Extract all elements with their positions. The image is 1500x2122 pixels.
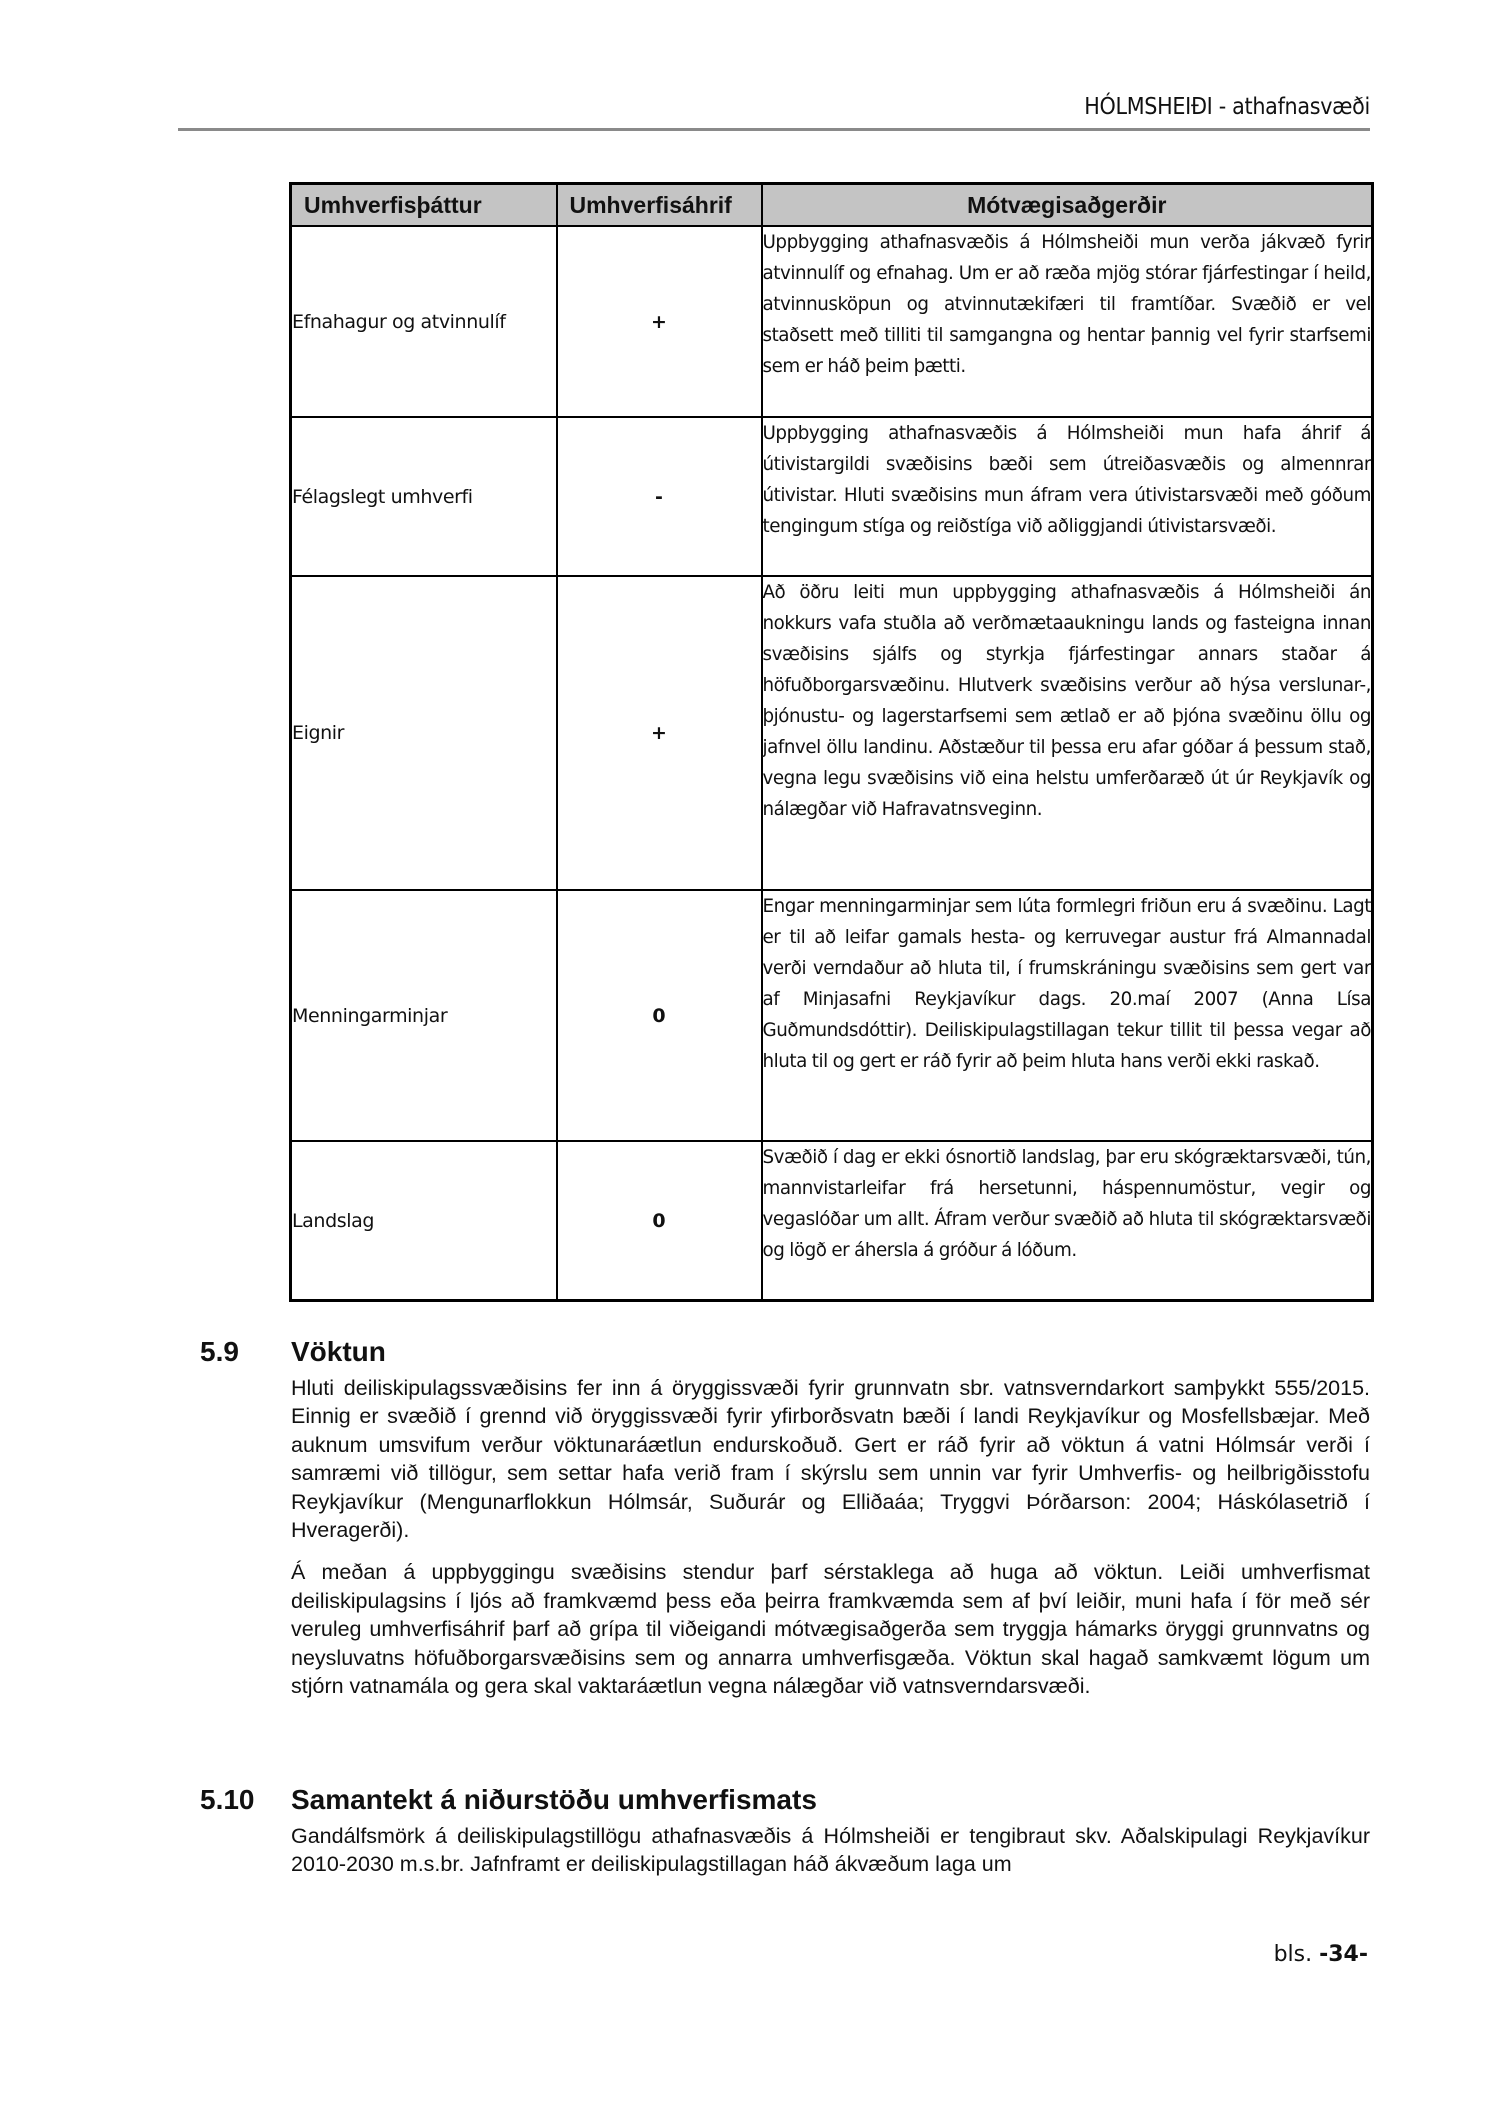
effect-cell: 0 bbox=[557, 1141, 762, 1301]
section-monitoring bbox=[200, 1336, 1370, 1714]
page-header bbox=[178, 94, 1370, 131]
paragraph: Gandálfsmörk á deiliskipulagstillögu athafnasvæðis á Hólmsheiði er tengibraut skv. Aðalskipulagi Reykjavíkur 2010-2030 m.s.br. Jafnframt er deiliskipulagstillagan háð ákvæðum laga um bbox=[291, 1824, 1370, 1877]
table-row bbox=[291, 226, 1373, 417]
mitigation-cell: Uppbygging athafnasvæðis á Hólmsheiði mun hafa áhrif á útivistargildi svæðisins bæði sem útreiðasvæðis og almennrar útivistar. Hluti svæðisins mun áfram vera útivistarsvæði með góðum tengingum stíga og reiðstíga við aðliggjandi útivistarsvæði. bbox=[762, 417, 1373, 576]
section-heading bbox=[200, 1336, 1370, 1374]
table-row bbox=[291, 576, 1373, 890]
environmental-impact-table bbox=[289, 182, 1374, 1302]
mitigation-cell: Engar menningarminjar sem lúta formlegri friðun eru á svæðinu. Lagt er til að leifar gamals hesta- og kerruvegar austur frá Almannadal verði verndaður að hluta til, í frumskráningu svæðisins sem gert var af Minjasafni Reykjavíkur dags. 20.maí 2007 (Anna Lísa Guðmundsdóttir). Deiliskipulagstillagan tekur tillit til þessa vegar að hluta til og gert er ráð fyrir að þeim hluta hans verði ekki raskað. bbox=[762, 890, 1373, 1141]
section-summary bbox=[200, 1784, 1370, 1893]
factor-cell: Menningarminjar bbox=[291, 890, 557, 1141]
factor-cell: Félagslegt umhverfi bbox=[291, 417, 557, 576]
table-header-row bbox=[291, 184, 1373, 227]
mitigation-cell: Uppbygging athafnasvæðis á Hólmsheiði mun verða jákvæð fyrir atvinnulíf og efnahag. Um er að ræða mjög stórar fjárfestingar í heild, atvinnusköpun og atvinnutækifæri til framtíðar. Svæðið er vel staðsett með tilliti til samgangna og hentar þannig vel fyrir starfsemi sem er háð þeim þætti. bbox=[762, 226, 1373, 417]
table-row bbox=[291, 417, 1373, 576]
page-prefix: bls. bbox=[1273, 1942, 1320, 1967]
factor-cell: Eignir bbox=[291, 576, 557, 890]
section-heading bbox=[200, 1784, 1370, 1822]
effect-cell: + bbox=[557, 226, 762, 417]
effect-cell: + bbox=[557, 576, 762, 890]
page-number bbox=[1274, 1942, 1368, 1967]
column-header-mitigation: Mótvægisaðgerðir bbox=[762, 184, 1373, 227]
section-number: 5.10 bbox=[200, 1784, 255, 1815]
mitigation-cell: Svæðið í dag er ekki ósnortið landslag, þar eru skógræktarsvæði, tún, mannvistarleifar frá hersetunni, háspennumöstur, vegir og vegaslóðar um allt. Áfram verður svæðið að hluta til skógræktarsvæði og lögð er áhersla á gróður á lóðum. bbox=[762, 1141, 1373, 1301]
table-row bbox=[291, 1141, 1373, 1301]
column-header-effect: Umhverfisáhrif bbox=[557, 184, 762, 227]
section-title: Vöktun bbox=[291, 1336, 386, 1367]
effect-cell: 0 bbox=[557, 890, 762, 1141]
column-header-factor: Umhverfisþáttur bbox=[291, 184, 557, 227]
factor-cell: Efnahagur og atvinnulíf bbox=[291, 226, 557, 417]
paragraph: Á meðan á uppbyggingu svæðisins stendur þarf sérstaklega að huga að vöktun. Leiði umhverfismat deiliskipulagsins í ljós að framkvæmd þess eða þeirra framkvæmda sem af því leiðir, muni hafa í för með sér veruleg umhverfisáhrif þarf að grípa til viðeigandi mótvægisaðgerða sem tryggja hámarks öryggi grunnvatns og neysluvatns höfuðborgarsvæðisins sem og annarra umhverfisgæða. Vöktun skal hagað samkvæmt lögum um stjórn vatnamála og gera skal vaktaráætlun vegna nálægðar við vatnsverndarsvæði. bbox=[291, 1560, 1370, 1699]
section-title: Samantekt á niðurstöðu umhverfismats bbox=[291, 1784, 817, 1815]
mitigation-cell: Að öðru leiti mun uppbygging athafnasvæðis á Hólmsheiði án nokkurs vafa stuðla að verðmætaaukningu lands og fasteigna innan svæðisins sjálfs og styrkja fjárfestingar annars staðar á höfuðborgarsvæðinu. Hlutverk svæðisins verður að hýsa verslunar-, þjónustu- og lagerstarfsemi sem ætlað er að þjóna svæðinu öllu og jafnvel öllu landinu. Aðstæður til þessa eru afar góðar á þessum stað, vegna legu svæðisins við eina helstu umferðaræð út úr Reykjavík og nálægðar við Hafravatnsveginn. bbox=[762, 576, 1373, 890]
document-title: HÓLMSHEIÐI - athafnasvæði bbox=[1084, 94, 1370, 120]
effect-cell: - bbox=[557, 417, 762, 576]
factor-cell: Landslag bbox=[291, 1141, 557, 1301]
section-number: 5.9 bbox=[200, 1336, 239, 1367]
table-row bbox=[291, 890, 1373, 1141]
paragraph: Hluti deiliskipulagssvæðisins fer inn á öryggissvæði fyrir grunnvatn sbr. vatnsverndarkort samþykkt 555/2015. Einnig er svæðið í grennd við öryggissvæði fyrir yfirborðsvatn bæði í landi Reykjavíkur og Mosfellsbæjar. Með auknum umsvifum verður vöktunaráætlun endurskoðuð. Gert er ráð fyrir að vöktun á vatni Hólmsár verði í samræmi við tillögur, sem settar hafa verið fram í skýrslu sem unnin var fyrir Umhverfis- og heilbrigðisstofu Reykjavíkur (Mengunarflokkun Hólmsár, Suðurár og Elliðaáa; Tryggvi Þórðarson: 2004; Háskólasetrið í Hveragerði). bbox=[291, 1376, 1370, 1543]
page-number-value: -34- bbox=[1319, 1942, 1368, 1967]
